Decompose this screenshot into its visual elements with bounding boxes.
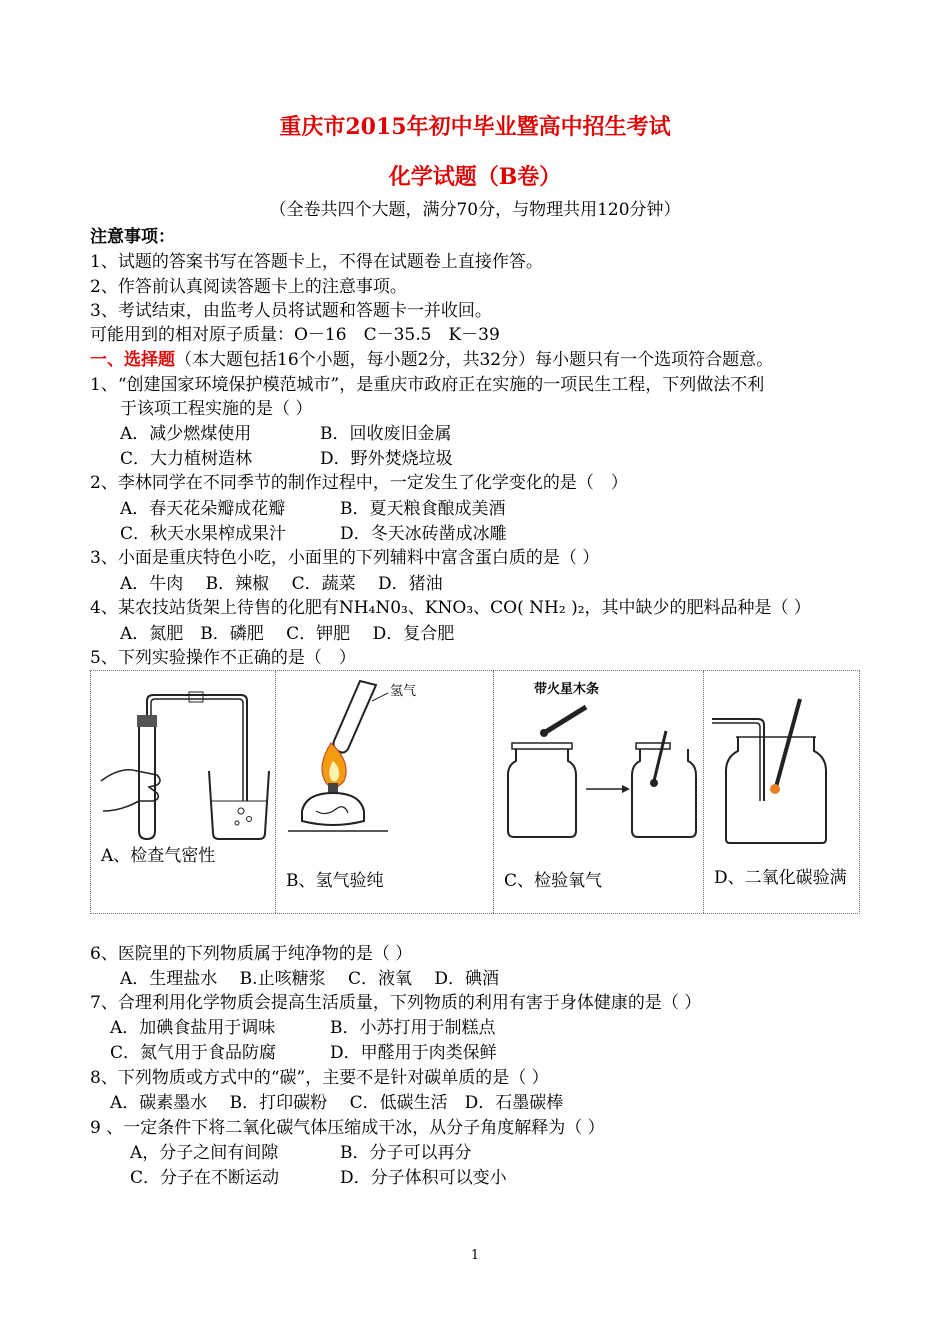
option-d: D．冬天冰砖凿成冰雕	[340, 524, 507, 544]
splint-label: 带火星木条	[534, 682, 600, 697]
options-row: A．碳素墨水 B．打印碳粉 C．低碳生活 D．石墨碳棒	[110, 1093, 564, 1113]
question-stem: 3、小面是重庆特色小吃，小面里的下列辅料中富含蛋白质的是（ ）	[90, 548, 600, 568]
exam-info: （全卷共四个大题，满分70分，与物理共用120分钟）	[269, 200, 681, 220]
question-stem: 7、合理利用化学物质会提高生活质量，下列物质的利用有害于身体健康的是（ ）	[90, 993, 702, 1013]
section-title: 一、选择题	[90, 350, 175, 370]
options-row: A．牛肉 B．辣椒 C．蔬菜 D．猪油	[120, 574, 443, 594]
page-number: 1	[470, 1248, 480, 1263]
option-c: C．氮气用于食品防腐	[110, 1043, 277, 1063]
option-a: A，分子之间有间隙	[130, 1143, 279, 1163]
notice-heading: 注意事项：	[90, 227, 175, 247]
option-c: C．秋天水果榨成果汁	[120, 524, 287, 544]
option-b: B．小苏打用于制糕点	[330, 1018, 496, 1038]
options-row: A．生理盐水 B.止咳糖浆 C．液氧 D．碘酒	[120, 969, 500, 989]
option-a: A．春天花朵瓣成花瓣	[120, 499, 286, 519]
experiment-figure-table	[90, 670, 860, 914]
oxygen-test-illustration	[494, 671, 704, 851]
figure-caption-b: B、氢气验纯	[286, 871, 384, 891]
question-stem: 4、某农技站货架上待售的化肥有NH₄N0₃、KNO₃、CO( NH₂ )₂，其中缺少的肥料品种是（ ）	[90, 598, 811, 618]
question-stem: 9 、一定条件下将二氧化碳气体压缩成干冰，从分子角度解释为（ ）	[90, 1118, 605, 1138]
section-heading	[90, 349, 773, 371]
figure-caption-a: A、检查气密性	[101, 846, 216, 866]
option-d: D．甲醛用于肉类保鲜	[330, 1043, 497, 1063]
option-b: B．回收废旧金属	[320, 424, 452, 444]
atomic-masses: 可能用到的相对原子质量：O－16 C－35.5 K－39	[90, 325, 500, 345]
question-stem: 于该项工程实施的是（ ）	[120, 399, 313, 419]
figure-cell-c	[494, 671, 704, 913]
figure-cell-a	[91, 671, 276, 913]
section-desc: （本大题包括16个小题，每小题2分，共32分）每小题只有一个选项符合题意。	[175, 350, 774, 370]
figure-cell-d	[704, 671, 859, 913]
option-d: D．分子体积可以变小	[340, 1168, 507, 1188]
option-b: B．夏天粮食酿成美酒	[340, 499, 506, 519]
question-stem: 5、下列实验操作不正确的是（ ）	[90, 648, 356, 668]
co2-full-check-illustration	[704, 671, 859, 851]
page-title: 重庆市2015年初中毕业暨高中招生考试	[279, 114, 671, 140]
option-a: A．减少燃煤使用	[120, 424, 252, 444]
hydrogen-purity-illustration	[276, 671, 494, 851]
options-row: A．氮肥 B．磷肥 C．钾肥 D．复合肥	[120, 624, 455, 644]
question-stem: 2、李林同学在不同季节的制作过程中，一定发生了化学变化的是（ ）	[90, 473, 628, 493]
page-subtitle: 化学试题（B卷）	[388, 164, 562, 190]
figure-caption-d: D、二氧化碳验满	[714, 868, 847, 888]
airtightness-check-illustration	[91, 671, 276, 851]
option-d: D．野外焚烧垃圾	[320, 449, 453, 469]
question-stem: 6、医院里的下列物质属于纯净物的是（ ）	[90, 944, 413, 964]
option-a: A．加碘食盐用于调味	[110, 1018, 276, 1038]
notice-item: 2、作答前认真阅读答题卡上的注意事项。	[90, 277, 407, 297]
figure-cell-b	[276, 671, 494, 913]
notice-item: 1、试题的答案书写在答题卡上，不得在试题卷上直接作答。	[90, 252, 543, 272]
question-stem: 1、“创建国家环境保护模范城市”，是重庆市政府正在实施的一项民生工程，下列做法不利	[90, 375, 765, 395]
question-stem: 8、下列物质或方式中的“碳”，主要不是针对碳单质的是（ ）	[90, 1068, 549, 1088]
option-c: C．大力植树造林	[120, 449, 253, 469]
figure-caption-c: C、检验氧气	[504, 871, 603, 891]
notice-item: 3、考试结束，由监考人员将试题和答题卡一并收回。	[90, 301, 492, 321]
option-b: B．分子可以再分	[340, 1143, 472, 1163]
hydrogen-label: 氢气	[390, 684, 417, 699]
option-c: C．分子在不断运动	[130, 1168, 280, 1188]
